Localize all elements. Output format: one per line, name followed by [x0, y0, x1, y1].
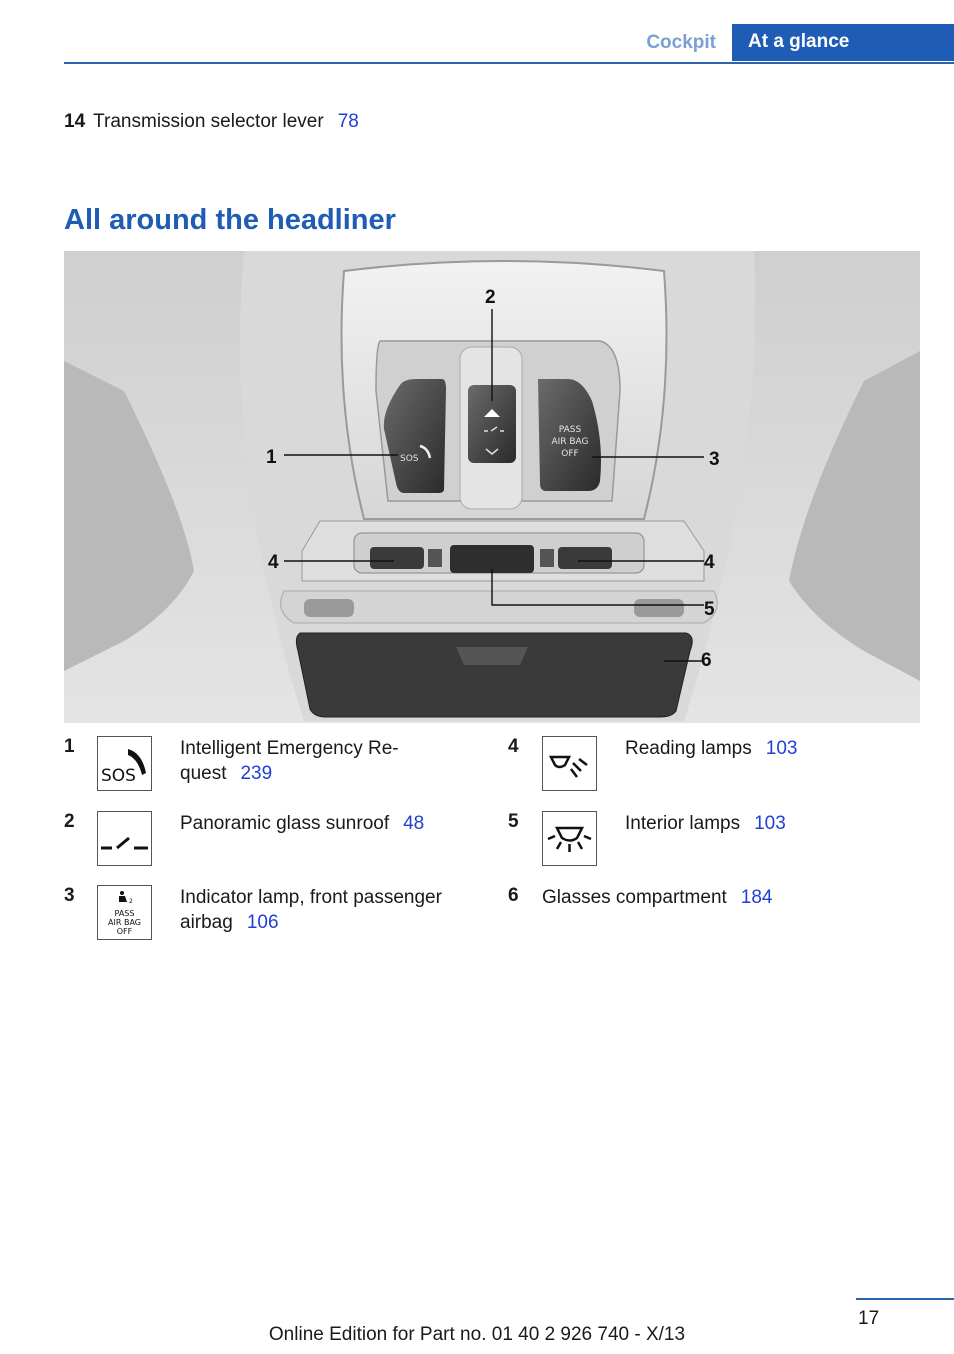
item-4-number: 4 — [508, 736, 519, 757]
icon-pass-line-3: OFF — [116, 927, 133, 936]
item-2-line1: Panoramic glass sunroof — [180, 813, 390, 834]
item-2-text — [180, 811, 424, 836]
item-5-number: 5 — [508, 811, 519, 832]
item-4-page-link[interactable]: 103 — [765, 738, 798, 759]
glasses-compartment — [296, 633, 692, 717]
item-2-number: 2 — [64, 811, 75, 832]
item-6-number: 6 — [508, 885, 519, 906]
callout-6: 6 — [701, 650, 712, 671]
reading-lamp-right-button — [558, 547, 612, 569]
page-number: 17 — [858, 1308, 880, 1329]
callout-5: 5 — [704, 599, 715, 620]
item-5-line1: Interior lamps — [625, 813, 741, 834]
item-4-text — [625, 736, 797, 761]
passenger-airbag-off-icon — [97, 885, 152, 940]
sos-icon-text: SOS — [101, 766, 136, 786]
header-section: Cockpit — [646, 32, 716, 53]
item-5-page-link[interactable]: 103 — [754, 813, 786, 834]
page-header — [64, 24, 954, 64]
icon-pass-line-1: PASS — [114, 909, 135, 918]
item-6-line1: Glasses compartment — [542, 887, 727, 908]
svg-text:2: 2 — [129, 898, 133, 905]
pass-line-1: PASS — [558, 425, 582, 435]
item-1-number: 1 — [64, 736, 75, 757]
interior-lamp-icon — [542, 811, 597, 866]
page-title: All around the headliner — [64, 204, 396, 236]
pass-line-2: AIR BAG — [551, 437, 589, 447]
footer-edition: Online Edition for Part no. 01 40 2 926 740 - X/13 — [268, 1324, 686, 1345]
sunroof-icon — [97, 811, 152, 866]
pass-line-3: OFF — [561, 449, 579, 459]
sos-label: SOS — [400, 454, 419, 464]
callout-4-left: 4 — [268, 552, 279, 573]
item-3-text — [180, 885, 442, 935]
prev-item-page-link[interactable]: 78 — [337, 111, 359, 132]
interior-lamp-button — [450, 545, 534, 573]
item-4-line1: Reading lamps — [625, 738, 752, 759]
item-2-page-link[interactable]: 48 — [403, 813, 425, 834]
item-3-page-link[interactable]: 106 — [246, 912, 279, 933]
prev-item-number: 14 — [64, 111, 86, 132]
item-5-text — [625, 811, 786, 836]
callout-3: 3 — [709, 449, 720, 470]
item-3-line1: Indicator lamp, front passenger — [180, 887, 442, 908]
icon-pass-line-2: AIR BAG — [108, 918, 141, 927]
footer-rule — [856, 1298, 954, 1300]
callout-2: 2 — [485, 287, 496, 308]
item-6-page-link[interactable]: 184 — [740, 887, 773, 908]
item-1-line1: Intelligent Emergency Re- — [180, 738, 399, 759]
headliner-figure — [64, 251, 920, 723]
reading-lamp-left-button — [370, 547, 424, 569]
callout-1: 1 — [266, 447, 277, 468]
item-3-number: 3 — [64, 885, 75, 906]
sos-phone-icon — [97, 736, 152, 791]
header-tab: At a glance — [732, 24, 954, 61]
callout-4-right: 4 — [704, 552, 715, 573]
reading-lamp-icon — [542, 736, 597, 791]
item-1-text — [180, 736, 399, 786]
item-3-line2: airbag — [180, 912, 233, 933]
prev-item-text: Transmission selector lever — [93, 111, 324, 132]
item-1-page-link[interactable]: 239 — [240, 763, 273, 784]
prev-list-item — [64, 111, 359, 133]
item-6-text — [542, 885, 773, 910]
item-1-line2: quest — [180, 763, 227, 784]
